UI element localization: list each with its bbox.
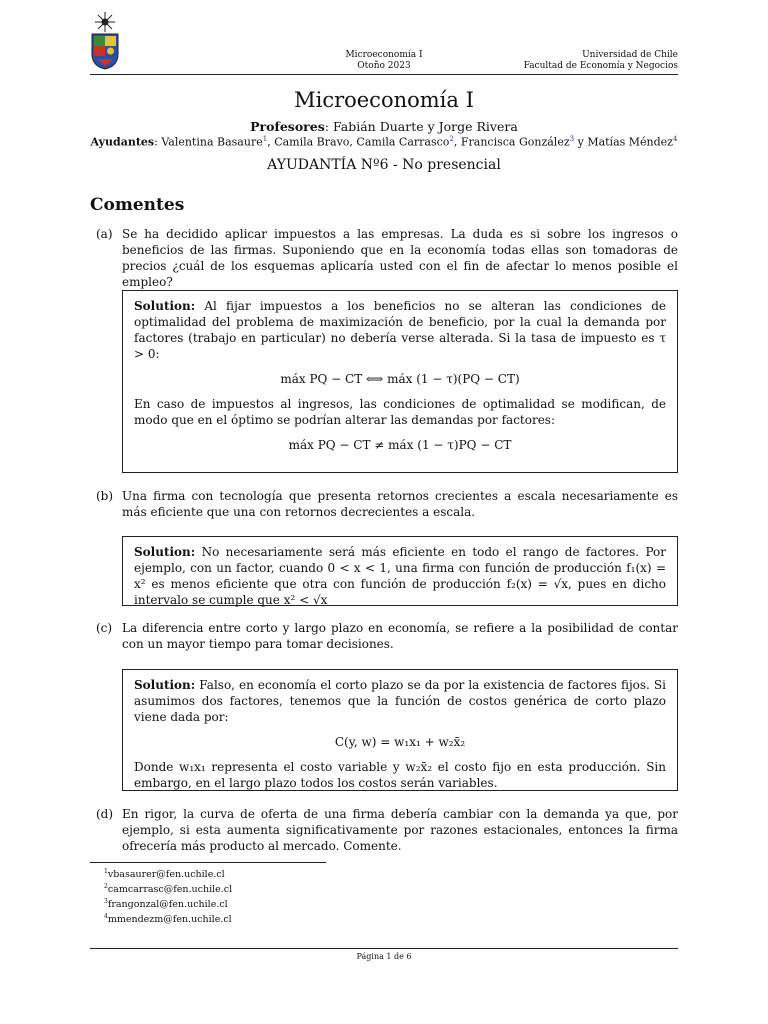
footnote-number: 2	[104, 883, 108, 891]
solution-text: Al fijar impuestos a los beneficios no se alteran las condiciones de optimalidad del problema de maximización de beneficio, por la cual la demanda por factores (trabajo en particular) no debería verse alterada. Si la tasa de impuesto es τ > 0:	[134, 299, 666, 361]
question-b	[96, 488, 678, 520]
question-c	[96, 620, 678, 652]
solution-paragraph	[134, 298, 666, 362]
question-label: (a)	[96, 227, 113, 241]
footnote-number: 3	[104, 898, 108, 906]
solution-paragraph: Donde w₁x₁ representa el costo variable y w₂x̄₂ el costo fijo en esta producción. Sin embargo, en el largo plazo todos los costos serán variables.	[134, 760, 666, 790]
question-text: En rigor, la curva de oferta de una firma debería cambiar con la demanda ya que, por ejemplo, si esta aumenta significativamente por razones estacionales, entonces la firma ofrecería más producto al mercado. Comente.	[122, 807, 678, 853]
question-text: Una firma con tecnología que presenta retornos crecientes a escala necesariamente es más eficiente que una con retornos decrecientes a escala.	[122, 489, 678, 519]
footnote	[104, 881, 232, 896]
footnote-number: 1	[104, 868, 108, 875]
assistants-and: y	[574, 135, 588, 149]
professors-line	[0, 119, 768, 134]
footnote-email[interactable]: mmendezm@fen.uchile.cl	[107, 914, 232, 926]
footnote	[104, 911, 232, 926]
ayudantia-title: AYUDANTÍA Nº6 - No presencial	[267, 157, 501, 173]
assistants-sep: :	[154, 135, 162, 149]
course-name: Microeconomía I	[345, 50, 423, 60]
equation: máx PQ − CT ⟺ máx (1 − τ)(PQ − CT)	[280, 372, 520, 386]
question-label: (d)	[96, 807, 114, 821]
question-d	[96, 806, 678, 854]
assistant-name: Matías Méndez	[587, 135, 673, 149]
footnote-ref[interactable]: 3	[569, 135, 575, 143]
assistants-line: Ayudantes: Valentina Basaure$^1$, Camila Bravo, Camila Carrasco$^2$, Francisca González$^3$ y Matías Méndez$^4$	[90, 135, 678, 149]
equation: máx PQ − CT ≠ máx (1 − τ)PQ − CT	[288, 438, 512, 452]
footnote-ref[interactable]: 2	[449, 135, 454, 143]
running-header-course	[300, 50, 468, 72]
footnotes	[104, 866, 232, 927]
solution-label: Solution:	[134, 299, 196, 313]
document-title: Microeconomía I	[294, 88, 474, 112]
footer-rule	[90, 948, 678, 949]
solution-box-a	[122, 290, 678, 473]
footnote-email[interactable]: vbasaurer@fen.uchile.cl	[107, 869, 225, 881]
solution-label: Solution:	[134, 678, 196, 692]
solution-paragraph: En caso de impuestos al ingresos, las condiciones de optimalidad se modifican, de modo que en el óptimo se podrían alterar las demandas por factores:	[134, 397, 666, 427]
solution-label: Solution:	[134, 545, 196, 559]
footnote-rule	[90, 862, 326, 863]
footnote	[104, 866, 232, 881]
solution-text: No necesariamente será más eficiente en todo el rango de factores. Por ejemplo, con un factor, cuando 0 < x < 1, una firma con función de producción f₁(x) = x² es menos eficiente que otra con función de producción f₂(x) = √x, pues en dicho intervalo se cumple que x² < √x	[134, 545, 666, 607]
assistant-name: Camila Bravo	[274, 135, 350, 149]
question-a	[96, 226, 678, 290]
solution-paragraph	[134, 544, 666, 608]
running-header-institution	[524, 50, 678, 72]
page-number: Página 1 de 6	[356, 952, 412, 961]
assistant-name: Camila Carrasco	[356, 135, 450, 149]
footnote-email[interactable]: camcarrasc@fen.uchile.cl	[107, 884, 233, 896]
question-text: Se ha decidido aplicar impuestos a las empresas. La duda es si sobre los ingresos o beneficios de las firmas. Suponiendo que en la economía todas ellas son tomadoras de precios ¿cuál de los esquemas aplicaría usted con el fin de afectar lo menos posible el empleo?	[122, 227, 678, 289]
assistants-label: Ayudantes	[90, 135, 155, 149]
footnote-ref[interactable]: 1	[262, 135, 268, 143]
solution-text: Falso, en economía el corto plazo se da por la existencia de factores fijos. Si asumimos dos factores, tenemos que la función de costos genérica de corto plazo viene dada por:	[134, 678, 666, 724]
professors-label: Profesores	[250, 119, 325, 134]
section-heading: Comentes	[90, 195, 185, 215]
professors-names: : Fabián Duarte y Jorge Rivera	[324, 119, 518, 134]
footnote-email[interactable]: frangonzal@fen.uchile.cl	[107, 899, 228, 911]
term: Otoño 2023	[357, 61, 411, 71]
question-label: (b)	[96, 489, 114, 503]
question-label: (c)	[96, 621, 113, 635]
solution-paragraph	[134, 677, 666, 725]
faculty-name: Facultad de Economía y Negocios	[523, 61, 678, 71]
header-rule	[90, 74, 678, 75]
solution-box-b	[122, 536, 678, 606]
footnote	[104, 896, 232, 911]
footnote-ref[interactable]: 4	[672, 135, 678, 143]
equation: C(y, w) = w₁x₁ + w₂x̄₂	[334, 735, 466, 749]
footnote-number: 4	[104, 913, 108, 921]
university-logo	[88, 10, 122, 70]
question-text: La diferencia entre corto y largo plazo en economía, se refiere a la posibilidad de contar con un mayor tiempo para tomar decisiones.	[122, 621, 678, 651]
solution-box-c	[122, 669, 678, 791]
university-name: Universidad de Chile	[582, 50, 678, 60]
assistant-name: Francisca González	[460, 135, 570, 149]
assistant-name: Valentina Basaure	[161, 135, 263, 149]
